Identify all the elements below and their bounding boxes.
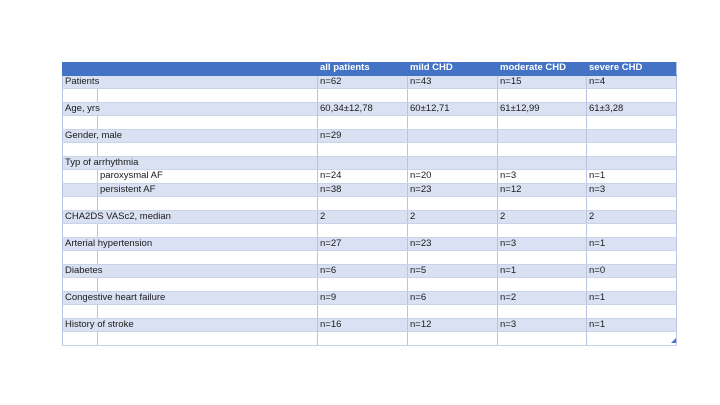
table-cell: 60±12,71 — [408, 102, 498, 116]
table-cell: n=1 — [587, 170, 677, 184]
table-cell — [318, 116, 408, 130]
table-cell — [63, 143, 98, 157]
table-cell — [587, 89, 677, 103]
table-cell — [498, 251, 587, 265]
table-cell: n=23 — [408, 183, 498, 197]
table-cell — [63, 183, 98, 197]
table-row — [63, 318, 677, 332]
table-cell: n=2 — [498, 291, 587, 305]
table-cell: 2 — [318, 210, 408, 224]
table-cell: 2 — [587, 210, 677, 224]
table-cell — [408, 116, 498, 130]
table-cell — [318, 305, 408, 319]
table-cell: 61±12,99 — [498, 102, 587, 116]
table-cell: n=23 — [408, 237, 498, 251]
table-row — [63, 305, 677, 319]
table-cell — [408, 89, 498, 103]
table-cell: 2 — [408, 210, 498, 224]
table-cell — [587, 224, 677, 238]
table-cell: n=3 — [498, 170, 587, 184]
table-cell — [587, 129, 677, 143]
patient-characteristics-table-wrapper — [62, 62, 676, 346]
table-row — [63, 129, 677, 143]
table-cell — [318, 156, 408, 170]
table-cell: Congestive heart failure — [63, 291, 318, 305]
table-cell — [408, 332, 498, 346]
header-cell-all-patients: all patients — [318, 62, 408, 75]
table-cell: n=29 — [318, 129, 408, 143]
table-cell — [587, 143, 677, 157]
table-row — [63, 332, 677, 346]
table-cell: n=24 — [318, 170, 408, 184]
table-cell: n=16 — [318, 318, 408, 332]
table-cell — [318, 143, 408, 157]
table-cell — [63, 197, 98, 211]
table-row — [63, 224, 677, 238]
table-cell: n=62 — [318, 75, 408, 89]
table-cell: 60,34±12,78 — [318, 102, 408, 116]
table-cell — [587, 305, 677, 319]
table-row — [63, 170, 677, 184]
header-cell-moderate-chd: moderate CHD — [498, 62, 587, 75]
table-cell — [498, 305, 587, 319]
table-cell: n=15 — [498, 75, 587, 89]
table-cell — [498, 332, 587, 346]
table-cell — [98, 143, 318, 157]
table-cell — [98, 116, 318, 130]
table-cell: n=1 — [587, 291, 677, 305]
table-row — [63, 197, 677, 211]
table-cell — [498, 143, 587, 157]
table-cell — [63, 170, 98, 184]
table-row — [63, 237, 677, 251]
table-resize-handle[interactable] — [671, 338, 676, 343]
table-row — [63, 251, 677, 265]
table-cell — [63, 224, 98, 238]
table-cell — [408, 305, 498, 319]
table-cell — [318, 89, 408, 103]
table-cell: persistent AF — [98, 183, 318, 197]
table-cell — [63, 89, 98, 103]
table-cell: n=0 — [587, 264, 677, 278]
table-row — [63, 264, 677, 278]
table-cell: CHA2DS VASc2, median — [63, 210, 318, 224]
header-row — [63, 62, 677, 75]
table-cell — [498, 224, 587, 238]
table-cell: Arterial hypertension — [63, 237, 318, 251]
table-body — [63, 75, 677, 345]
table-cell — [63, 116, 98, 130]
table-cell — [408, 224, 498, 238]
table-cell — [498, 156, 587, 170]
table-cell — [587, 116, 677, 130]
table-cell — [98, 332, 318, 346]
table-cell: n=6 — [318, 264, 408, 278]
header-cell-mild-chd: mild CHD — [408, 62, 498, 75]
table-cell — [98, 224, 318, 238]
table-row — [63, 116, 677, 130]
table-cell — [408, 143, 498, 157]
table-cell — [587, 332, 677, 346]
table-cell: Diabetes — [63, 264, 318, 278]
table-row — [63, 143, 677, 157]
table-cell: n=1 — [587, 237, 677, 251]
table-cell: Age, yrs — [63, 102, 318, 116]
table-cell: n=6 — [408, 291, 498, 305]
table-row — [63, 75, 677, 89]
table-row — [63, 89, 677, 103]
table-cell — [587, 197, 677, 211]
table-cell: History of stroke — [63, 318, 318, 332]
header-cell-severe-chd: severe CHD — [587, 62, 677, 75]
table-cell — [408, 278, 498, 292]
table-cell — [318, 251, 408, 265]
table-cell — [63, 251, 98, 265]
table-cell — [318, 197, 408, 211]
table-cell: paroxysmal AF — [98, 170, 318, 184]
table-cell: n=20 — [408, 170, 498, 184]
table-cell — [408, 251, 498, 265]
table-cell — [98, 197, 318, 211]
table-cell: n=5 — [408, 264, 498, 278]
header-cell-label — [63, 62, 98, 75]
table-cell — [318, 278, 408, 292]
table-cell — [587, 156, 677, 170]
table-cell: 2 — [498, 210, 587, 224]
table-cell — [63, 305, 98, 319]
table-cell — [587, 278, 677, 292]
table-row — [63, 278, 677, 292]
table-cell — [408, 197, 498, 211]
table-cell — [498, 197, 587, 211]
table-cell: n=1 — [587, 318, 677, 332]
table-cell — [498, 116, 587, 130]
table-cell — [98, 278, 318, 292]
table-cell — [498, 129, 587, 143]
table-row — [63, 156, 677, 170]
table-cell: n=1 — [498, 264, 587, 278]
table-cell: n=38 — [318, 183, 408, 197]
table-cell: 61±3,28 — [587, 102, 677, 116]
table-cell: n=12 — [498, 183, 587, 197]
table-header — [63, 62, 677, 75]
header-cell-sublabel — [98, 62, 318, 75]
table-cell — [408, 156, 498, 170]
table-row — [63, 102, 677, 116]
table-cell: n=3 — [498, 318, 587, 332]
table-cell: n=3 — [498, 237, 587, 251]
table-cell: Gender, male — [63, 129, 318, 143]
table-cell — [498, 278, 587, 292]
table-cell: n=43 — [408, 75, 498, 89]
table-cell — [98, 305, 318, 319]
table-cell: n=4 — [587, 75, 677, 89]
table-cell: n=27 — [318, 237, 408, 251]
table-cell: n=9 — [318, 291, 408, 305]
table-cell: n=12 — [408, 318, 498, 332]
table-cell: Patients — [63, 75, 318, 89]
table-row — [63, 210, 677, 224]
table-cell — [498, 89, 587, 103]
table-cell — [63, 278, 98, 292]
table-cell — [98, 89, 318, 103]
table-cell — [63, 332, 98, 346]
table-cell — [587, 251, 677, 265]
table-row — [63, 183, 677, 197]
patient-characteristics-table — [62, 62, 677, 346]
table-cell — [318, 332, 408, 346]
table-cell: Typ of arrhythmia — [63, 156, 318, 170]
table-cell — [318, 224, 408, 238]
table-cell — [408, 129, 498, 143]
table-cell — [98, 251, 318, 265]
table-cell: n=3 — [587, 183, 677, 197]
table-row — [63, 291, 677, 305]
